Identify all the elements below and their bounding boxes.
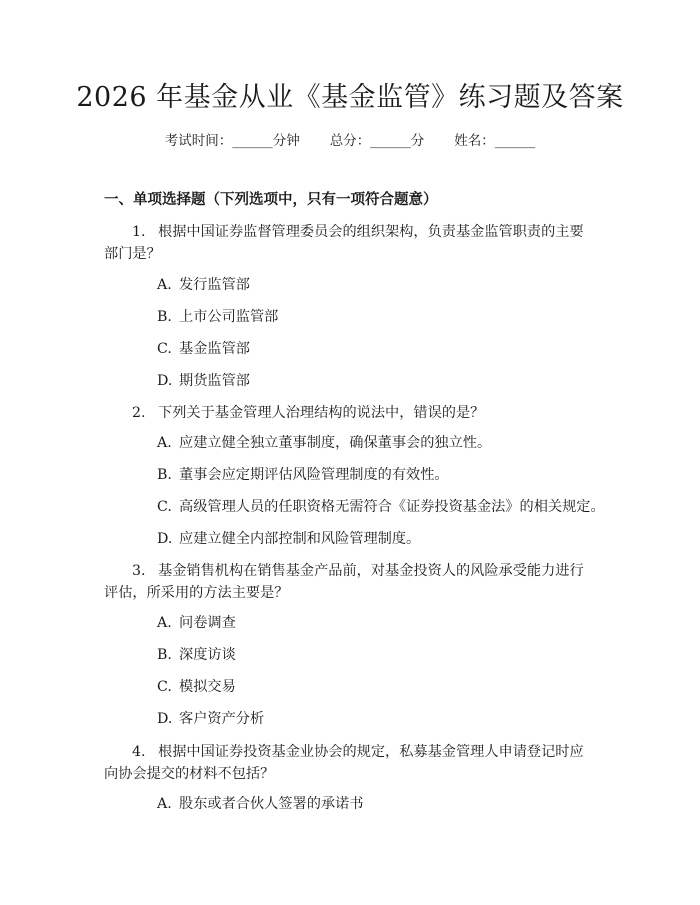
question-3-option-a [157, 613, 236, 633]
option-text: 客户资产分析 [179, 711, 265, 727]
option-letter: D. [157, 711, 173, 727]
option-text: 基金监管部 [179, 341, 250, 357]
section-heading: 一、单项选择题（下列选项中，只有一项符合题意） [104, 192, 438, 208]
question-2-option-c [157, 497, 605, 517]
question-number: 3. [132, 563, 146, 579]
option-text: 应建立健全独立董事制度，确保董事会的独立性。 [179, 435, 492, 451]
question-1-option-c [157, 339, 250, 359]
question-4-option-a [157, 794, 363, 814]
option-text: 上市公司监管部 [179, 309, 279, 325]
option-text: 高级管理人员的任职资格无需符合《证券投资基金法》的相关规定。 [179, 499, 605, 515]
question-1-option-a [157, 275, 250, 295]
total-score-field: 总分：______分 [329, 133, 425, 149]
option-letter: B. [157, 467, 172, 483]
question-number: 1. [132, 224, 146, 240]
option-text: 董事会应定期评估风险管理制度的有效性。 [179, 467, 449, 483]
option-text: 期货监管部 [179, 373, 250, 389]
option-letter: A. [157, 277, 172, 293]
question-1-option-d [157, 371, 250, 391]
option-text: 问卷调查 [179, 615, 236, 631]
question-4-text: 根据中国证券投资基金业协会的规定，私募基金管理人申请登记时应向协会提交的材料不包括？ [104, 744, 584, 782]
exam-time-field: 考试时间：______分钟 [164, 133, 300, 149]
option-letter: C. [157, 341, 172, 357]
option-text: 应建立健全内部控制和风险管理制度。 [179, 531, 421, 547]
question-3-option-c [157, 677, 236, 697]
option-text: 模拟交易 [179, 679, 236, 695]
option-text: 发行监管部 [179, 277, 250, 293]
question-number: 2. [132, 405, 146, 421]
option-letter: A. [157, 435, 172, 451]
question-2-option-a [157, 433, 491, 453]
name-field: 姓名：______ [454, 133, 536, 149]
option-text: 深度访谈 [179, 647, 236, 663]
question-2-option-b [157, 465, 449, 485]
question-number: 4. [132, 744, 146, 760]
option-letter: B. [157, 309, 172, 325]
question-3-text: 基金销售机构在销售基金产品前，对基金投资人的风险承受能力进行评估，所采用的方法主要是？ [104, 563, 584, 601]
question-2-text: 下列关于基金管理人治理结构的说法中，错误的是？ [158, 405, 485, 421]
option-letter: D. [157, 373, 173, 389]
question-3-option-b [157, 645, 236, 665]
question-1-text: 根据中国证券监督管理委员会的组织架构，负责基金监管职责的主要部门是？ [104, 224, 584, 262]
page-title: 2026 年基金从业《基金监管》练习题及答案 [76, 82, 624, 113]
option-letter: B. [157, 647, 172, 663]
option-letter: C. [157, 499, 172, 515]
option-letter: A. [157, 796, 172, 812]
question-3-option-d [157, 709, 264, 729]
option-letter: A. [157, 615, 172, 631]
question-2-option-d [157, 529, 420, 549]
option-text: 股东或者合伙人签署的承诺书 [179, 796, 364, 812]
exam-meta [0, 131, 700, 151]
option-letter: C. [157, 679, 172, 695]
option-letter: D. [157, 531, 173, 547]
question-1-option-b [157, 307, 278, 327]
